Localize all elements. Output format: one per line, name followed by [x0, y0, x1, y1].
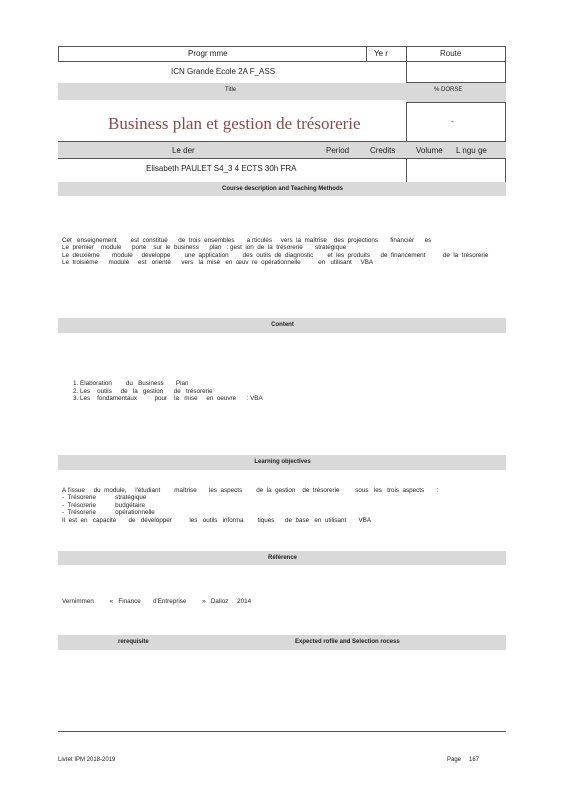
objectives-line: - Trésorerie stratégique — [62, 494, 147, 502]
credits-label: Credits — [370, 146, 396, 155]
title-label: Title — [225, 87, 237, 93]
objectives-block — [62, 487, 438, 524]
program-label: Progr mme — [188, 49, 228, 58]
volume-label: Volume — [416, 146, 443, 155]
title-side-value: - — [451, 117, 454, 126]
footer-booklet-title: Livret IPM 2018-2019 — [58, 757, 116, 763]
description-line: Le premier module porte sur le business plan : gest ion de la trésorerie stratégique — [62, 244, 347, 252]
objectives-line: Il est en capacité de développer les outils informa tiques de base en utilisant VBA — [62, 516, 372, 524]
content-item: 3. Les fondamentaux pour la mise en oeuvre : VBA — [80, 395, 263, 403]
footer-rule — [58, 731, 506, 732]
objectives-line: - Trésorerie opérationnelle — [62, 509, 155, 517]
footer-page-number: 167 — [469, 757, 480, 763]
year-label: Ye r — [374, 49, 388, 58]
course-label: % DORSE — [434, 87, 463, 93]
content-item: 2. Les outils de la gestion de trésorerie — [80, 388, 263, 396]
route-label: Route — [440, 49, 462, 58]
course-title: Business plan et gestion de trésorerie — [108, 114, 361, 133]
reference-line: Vernimmen « Finance d'Entreprise » Dalloz 2014 — [62, 598, 252, 605]
objectives-line: - Trésorerie budgétaire — [62, 501, 145, 509]
prerequisite-title: rerequisite — [118, 639, 149, 645]
leader-label: Le der — [172, 146, 195, 155]
language-label: L ngu ge — [456, 146, 487, 155]
description-line: Cet enseignement est constitué de trois ensembles a rticulés vers la maîtrise des projections financièr es — [62, 237, 432, 244]
objectives-line: A l'issue du module, l'étudiant maîtrise les aspects de la gestion de trésorerie sous les trois aspects : — [62, 487, 439, 494]
description-line: Le deuxième module développe une application des outils de diagnostic et les produits de financement de la trésorerie — [62, 251, 489, 259]
content-list — [58, 380, 263, 403]
period-label: Period — [326, 146, 350, 155]
program-value: ICN Grande Ecole 2A F_ASS — [171, 67, 276, 76]
expected-profile-title: Expected rofile and Selection rocess — [295, 639, 400, 645]
leader-value: Elisabeth PAULET S4_3 4 ECTS 30h FRA — [146, 164, 297, 173]
footer-page-label: Page — [447, 757, 462, 763]
content-item: 1. Elaboration du Business Plan — [80, 380, 263, 388]
content-title: Content — [271, 322, 294, 328]
objectives-title: Learning objectives — [254, 459, 311, 465]
description-block — [62, 237, 488, 267]
reference-title: Référence — [267, 555, 297, 561]
description-line: Le troisième module est orienté vers la mise en œuv re opérationnelle en utilisant VBA — [62, 259, 374, 267]
description-title: Course description and Teaching Methods — [222, 186, 343, 192]
